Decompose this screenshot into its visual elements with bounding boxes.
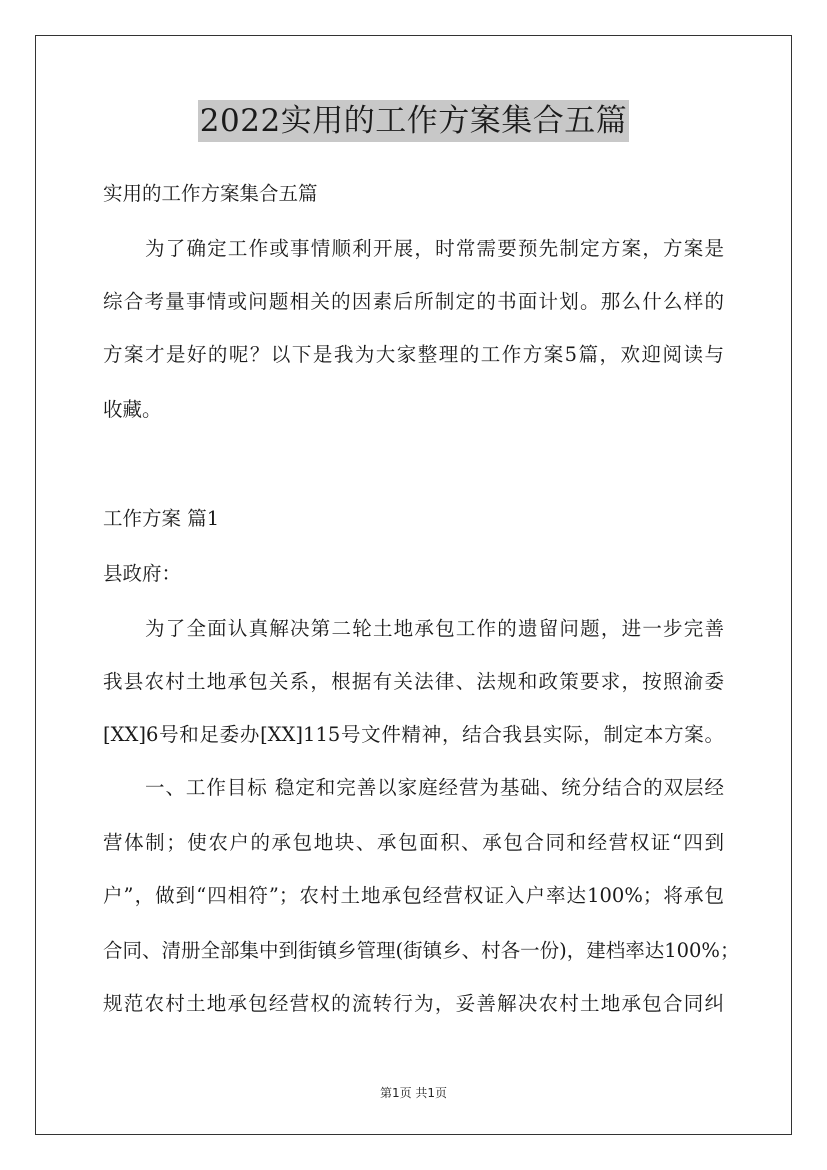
- paragraph-line: 合同、清册全部集中到街镇乡管理(街镇乡、村各一份)，建档率达100%；: [103, 939, 740, 962]
- paragraph-line: [XX]6号和足委办[XX]115号文件精神，结合我县实际，制定本方案。: [103, 723, 724, 746]
- intro-line: 综合考量事情或问题相关的因素后所制定的书面计划。那么什么样的: [103, 290, 724, 313]
- intro-line: 为了确定工作或事情顺利开展，时常需要预先制定方案，方案是: [145, 237, 724, 260]
- title-container: [0, 100, 827, 142]
- page-footer: 第1页 共1页: [379, 1086, 448, 1100]
- paragraph-line: 为了全面认真解决第二轮土地承包工作的遗留问题，进一步完善: [145, 617, 724, 640]
- paragraph-line: 户”，做到“四相符”；农村土地承包经营权证入户率达100%；将承包: [103, 884, 724, 907]
- section-heading: 工作方案 篇1: [103, 507, 220, 530]
- paragraph-line: 我县农村土地承包关系，根据有关法律、法规和政策要求，按照渝委: [103, 670, 724, 693]
- paragraph-line: 规范农村土地承包经营权的流转行为，妥善解决农村土地承包合同纠: [103, 992, 724, 1015]
- document-title: 2022实用的工作方案集合五篇: [198, 100, 629, 142]
- intro-line: 方案才是好的呢？以下是我为大家整理的工作方案5篇，欢迎阅读与: [103, 343, 724, 366]
- salutation: 县政府：: [103, 562, 182, 585]
- intro-line: 收藏。: [103, 398, 162, 421]
- document-subtitle: 实用的工作方案集合五篇: [103, 182, 318, 205]
- paragraph-line: 一、工作目标 稳定和完善以家庭经营为基础、统分结合的双层经: [145, 776, 724, 799]
- paragraph-line: 营体制；使农户的承包地块、承包面积、承包合同和经营权证“四到: [103, 831, 724, 854]
